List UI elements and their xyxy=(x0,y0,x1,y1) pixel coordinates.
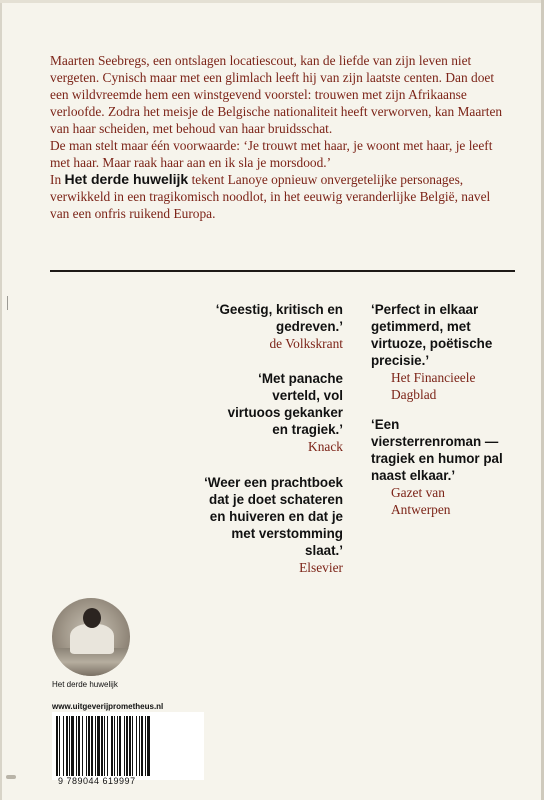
edge-mark xyxy=(7,296,8,310)
blurb-p3-end: tekent Lanoye opnieuw onvergetelijke personages, verwikkeld in een tragikomisch noodlot, in het eeuwig veranderlijke België, navel van een onfris ruikend Europa. xyxy=(50,172,491,221)
quote-text: ‘Een viersterrenroman — tragiek en humor pal naast elkaar.’ xyxy=(371,417,503,483)
review-quote xyxy=(183,474,343,576)
photo-caption: Het derde huwelijk xyxy=(52,680,118,689)
blurb-paragraph-1: Maarten Seebregs, een ontslagen locatiescout, kan de liefde van zijn leven niet vergeten. Cynisch maar met een glimlach leeft hij van zijn laatste centen. Dan doet een wildvreemde hem een winstgevend voorstel: trouwen met zijn Afrikaanse verloofde. Zodra het meisje de Belgische nationaliteit heeft verworven, kan Maarten van haar scheiden, met behoud van haar bruidsschat. xyxy=(50,53,503,136)
quote-source: Gazet van Antwerpen xyxy=(391,485,451,517)
blurb-paragraph-2: De man stelt maar één voorwaarde: ‘Je trouwt met haar, je woont met haar, je leeft met haar. Maar raak haar aan en ik sla je morsdood.’ xyxy=(50,138,493,170)
quote-source: Knack xyxy=(308,439,343,454)
blurb-p3-start: In xyxy=(50,172,65,187)
quote-text: ‘Met panache verteld, vol virtuoos gekanker en tragiek.’ xyxy=(227,371,343,437)
cover-smudge xyxy=(6,775,16,779)
quote-source: Het Financieele Dagblad xyxy=(391,370,476,402)
quote-source: Elsevier xyxy=(299,560,343,575)
publisher-url: www.uitgeverijprometheus.nl xyxy=(52,702,164,711)
author-photo xyxy=(52,598,130,676)
blurb xyxy=(50,52,505,222)
cover-edge-left xyxy=(0,0,2,800)
quote-text: ‘Geestig, kritisch en gedreven.’ xyxy=(215,302,343,334)
review-quote xyxy=(371,416,531,518)
quote-text: ‘Weer een prachtboek dat je doet schateren en huiveren en dat je met verstomming slaat.’ xyxy=(204,475,343,558)
divider-rule xyxy=(50,270,515,272)
review-quote xyxy=(371,301,531,403)
isbn-number: 9 789044 619997 xyxy=(58,776,136,786)
quote-text: ‘Perfect in elkaar getimmerd, met virtuoze, poëtische precisie.’ xyxy=(371,302,493,368)
quote-source: de Volkskrant xyxy=(269,336,343,351)
review-quote xyxy=(183,370,343,455)
barcode-bars xyxy=(56,716,200,776)
isbn-barcode xyxy=(52,712,204,780)
cover-edge-top xyxy=(0,0,544,3)
blurb-paragraph-3 xyxy=(50,171,505,222)
book-title-inline: Het derde huwelijk xyxy=(64,171,189,187)
review-quote xyxy=(183,301,343,352)
